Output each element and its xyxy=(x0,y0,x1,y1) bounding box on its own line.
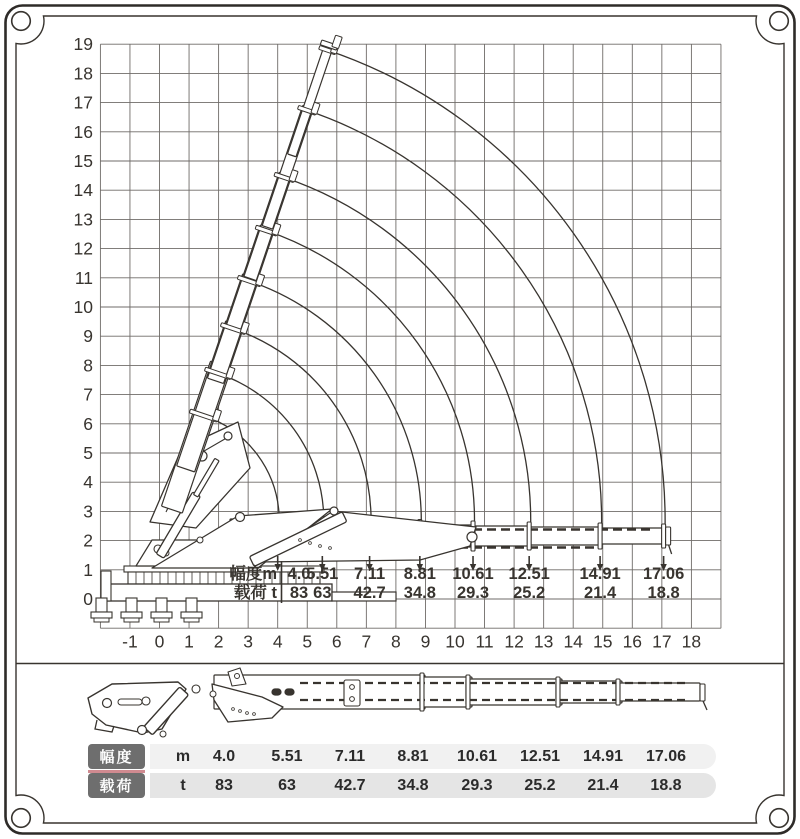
svg-text:7: 7 xyxy=(361,631,372,652)
svg-text:10: 10 xyxy=(73,297,93,317)
svg-text:21.4: 21.4 xyxy=(584,584,617,602)
svg-text:4: 4 xyxy=(83,472,93,493)
load-unit-cell: t xyxy=(180,777,186,794)
svg-text:17: 17 xyxy=(73,92,93,113)
svg-text:12.51: 12.51 xyxy=(508,565,550,583)
svg-text:25.2: 25.2 xyxy=(513,584,546,602)
load-value-cell: 29.3 xyxy=(461,777,493,794)
svg-text:4: 4 xyxy=(272,631,283,652)
svg-text:15: 15 xyxy=(593,631,613,652)
svg-text:8: 8 xyxy=(83,355,93,376)
svg-text:63: 63 xyxy=(313,584,332,602)
svg-text:5: 5 xyxy=(302,631,313,652)
svg-text:42.7: 42.7 xyxy=(353,584,386,602)
load-value-cell: 83 xyxy=(215,777,233,794)
load-value-cell: 18.8 xyxy=(650,777,682,794)
load-value-cell: 21.4 xyxy=(587,777,619,794)
svg-text:2: 2 xyxy=(83,530,93,551)
svg-text:3: 3 xyxy=(243,631,254,652)
svg-text:15: 15 xyxy=(73,151,93,171)
radius-value-cell: 17.06 xyxy=(645,748,687,765)
svg-text:13: 13 xyxy=(73,209,93,230)
svg-text:5: 5 xyxy=(83,443,93,463)
svg-text:13: 13 xyxy=(533,631,554,652)
x-axis-labels xyxy=(122,632,701,652)
radius-value-cell: 14.91 xyxy=(582,748,624,765)
svg-text:11: 11 xyxy=(475,631,494,652)
svg-text:2: 2 xyxy=(213,631,224,652)
svg-text:18.8: 18.8 xyxy=(647,584,680,602)
svg-text:幅度m: 幅度m xyxy=(229,565,277,583)
svg-text:7.11: 7.11 xyxy=(353,565,386,583)
svg-text:1: 1 xyxy=(184,631,194,652)
svg-text:29.3: 29.3 xyxy=(456,584,490,602)
svg-text:载荷 t: 载荷 t xyxy=(233,584,277,602)
svg-text:10.61: 10.61 xyxy=(452,565,494,583)
svg-text:14.91: 14.91 xyxy=(579,565,621,583)
svg-text:34.8: 34.8 xyxy=(403,584,436,602)
svg-text:12: 12 xyxy=(504,631,524,652)
svg-text:11: 11 xyxy=(74,267,93,288)
radius-value-cell: 7.11 xyxy=(334,748,366,765)
svg-text:-1: -1 xyxy=(122,631,138,652)
svg-text:3: 3 xyxy=(83,501,93,522)
svg-text:18: 18 xyxy=(73,63,93,84)
svg-text:10: 10 xyxy=(445,631,465,652)
svg-text:7: 7 xyxy=(83,384,93,405)
load-value-cell: 34.8 xyxy=(397,777,429,794)
svg-text:19: 19 xyxy=(73,34,93,55)
inline-rating-table xyxy=(229,561,684,603)
radius-value-cell: 12.51 xyxy=(519,748,561,765)
radius-row-header: 幅度 xyxy=(88,744,145,769)
svg-text:14: 14 xyxy=(73,180,93,201)
svg-text:17: 17 xyxy=(652,631,672,652)
load-value-cell: 63 xyxy=(278,777,296,794)
svg-text:8.81: 8.81 xyxy=(403,565,436,583)
radius-value-cell: 8.81 xyxy=(397,748,429,765)
svg-text:16: 16 xyxy=(73,121,93,142)
svg-text:6: 6 xyxy=(331,631,342,652)
load-row-header: 载荷 xyxy=(88,773,145,798)
radius-value-cell: 4.0 xyxy=(212,748,236,765)
radius-unit-cell: m xyxy=(175,748,191,765)
svg-text:18: 18 xyxy=(681,631,702,652)
svg-text:5.51: 5.51 xyxy=(306,565,339,583)
svg-text:12: 12 xyxy=(73,238,93,259)
svg-text:1: 1 xyxy=(83,559,93,580)
svg-text:17.06: 17.06 xyxy=(642,565,685,583)
svg-text:16: 16 xyxy=(622,631,643,652)
y-axis-labels xyxy=(74,34,94,609)
svg-text:9: 9 xyxy=(420,631,431,652)
radius-value-cell: 10.61 xyxy=(456,748,498,765)
side-view-crane xyxy=(88,668,707,737)
svg-text:83: 83 xyxy=(289,584,309,602)
svg-text:0: 0 xyxy=(154,631,165,652)
range-arcs xyxy=(204,50,665,526)
svg-text:9: 9 xyxy=(83,326,93,347)
radius-value-cell: 5.51 xyxy=(271,748,303,765)
load-value-cell: 42.7 xyxy=(334,777,366,794)
svg-text:14: 14 xyxy=(563,631,583,652)
svg-text:6: 6 xyxy=(83,413,93,434)
svg-text:4.0: 4.0 xyxy=(287,565,311,583)
load-value-cell: 25.2 xyxy=(524,777,556,794)
svg-text:0: 0 xyxy=(83,589,93,609)
svg-text:8: 8 xyxy=(391,631,401,652)
